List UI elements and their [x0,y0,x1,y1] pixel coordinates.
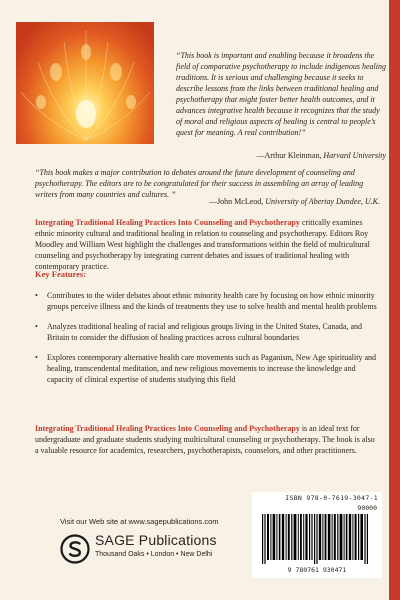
audience-paragraph [35,423,380,456]
feature-item [35,321,380,343]
mcleod-affiliation: University of Abertay Dundee, U.K. [265,197,380,206]
price-code: 90000 [357,504,377,512]
closing-text: is an ideal text for undergraduate and graduate students studying multicultural counseling or psychotherapy. The book is also a valuable resource for academics, researchers, psychotherapists, counselors, and other practitioners. [35,424,375,455]
closing-book-title: Integrating Traditional Healing Practices Into Counseling and Psychotherapy [35,424,300,433]
spine-bar [389,0,400,600]
mcleod-quote: “This book makes a major contribution to debates around the future development of counseling and psychotherapy. The editors are to be congratulated for their success in assembling an array of leading writers from many countries and cultures. ” [35,168,364,199]
barcode-digits: 9 780761 930471 [287,566,347,574]
feature-item [35,352,380,385]
feature-text: Contributes to the wider debates about ethnic minority health care by focusing on how ethnic minority groups perceive illness and the kinds of treatments they use to solve health and mental health problems [47,291,377,311]
publisher-logo [60,532,240,568]
description-book-title: Integrating Traditional Healing Practices Into Counseling and Psychotherapy [35,218,300,227]
mcleod-name: —John McLeod, [209,197,264,206]
feature-text: Explores contemporary alternative health care movements such as Paganism, New Age spirituality and healing, transcendental meditation, and new religious movements to increase the knowledge and capacity of clinical expertise of students studying this field [47,353,377,384]
kleinman-quote: “This book is important and enabling because it broadens the field of comparative psychotherapy to include indigenous healing traditions. It is serious and challenging because it seeks to describe lessons from the links between traditional healing and psychotherapy that might foster better health outcomes, and it advances integrative health because it recognizes that the study of moral and religious aspects of healing is central to people’s quest for meaning. A real contribution!” [176,51,386,137]
website-line[interactable]: Visit our Web site at www.sagepublications.com [60,517,219,526]
bullet-icon: • [35,291,38,300]
isbn-number: ISBN 978-0-7619-3047-1 [285,494,378,502]
feature-text: Analyzes traditional healing of racial and religious groups living in the United States, Canada, and Britain to consider the diffusion of healing practices across cultural boundaries [47,322,363,342]
sage-logo-icon [60,534,90,564]
publisher-locations: Thousand Oaks • London • New Delhi [95,551,213,558]
kleinman-affiliation: Harvard University [323,151,386,160]
key-features-list [35,290,380,394]
kleinman-name: —Arthur Kleinman, [256,151,322,160]
feature-item [35,290,380,312]
description-text: critically examines ethnic minority cultural and traditional healing in relation to counseling and psychotherapy. Editors Roy Moodley and William West highlight the challenges and transformations within the field of multicultural counseling and psychotherapy by integrating current debates and issues of traditional healing with contemporary practice. [35,218,370,271]
isbn-barcode [252,492,382,578]
kleinman-attribution [176,151,386,161]
key-features-heading: Key Features: [35,269,87,279]
barcode-icon [262,514,372,564]
book-description [35,217,380,272]
publisher-name: SAGE Publications [95,532,217,548]
mcleod-attribution [35,197,380,207]
bullet-icon: • [35,353,38,362]
healing-artwork [16,22,154,144]
bullet-icon: • [35,322,38,331]
